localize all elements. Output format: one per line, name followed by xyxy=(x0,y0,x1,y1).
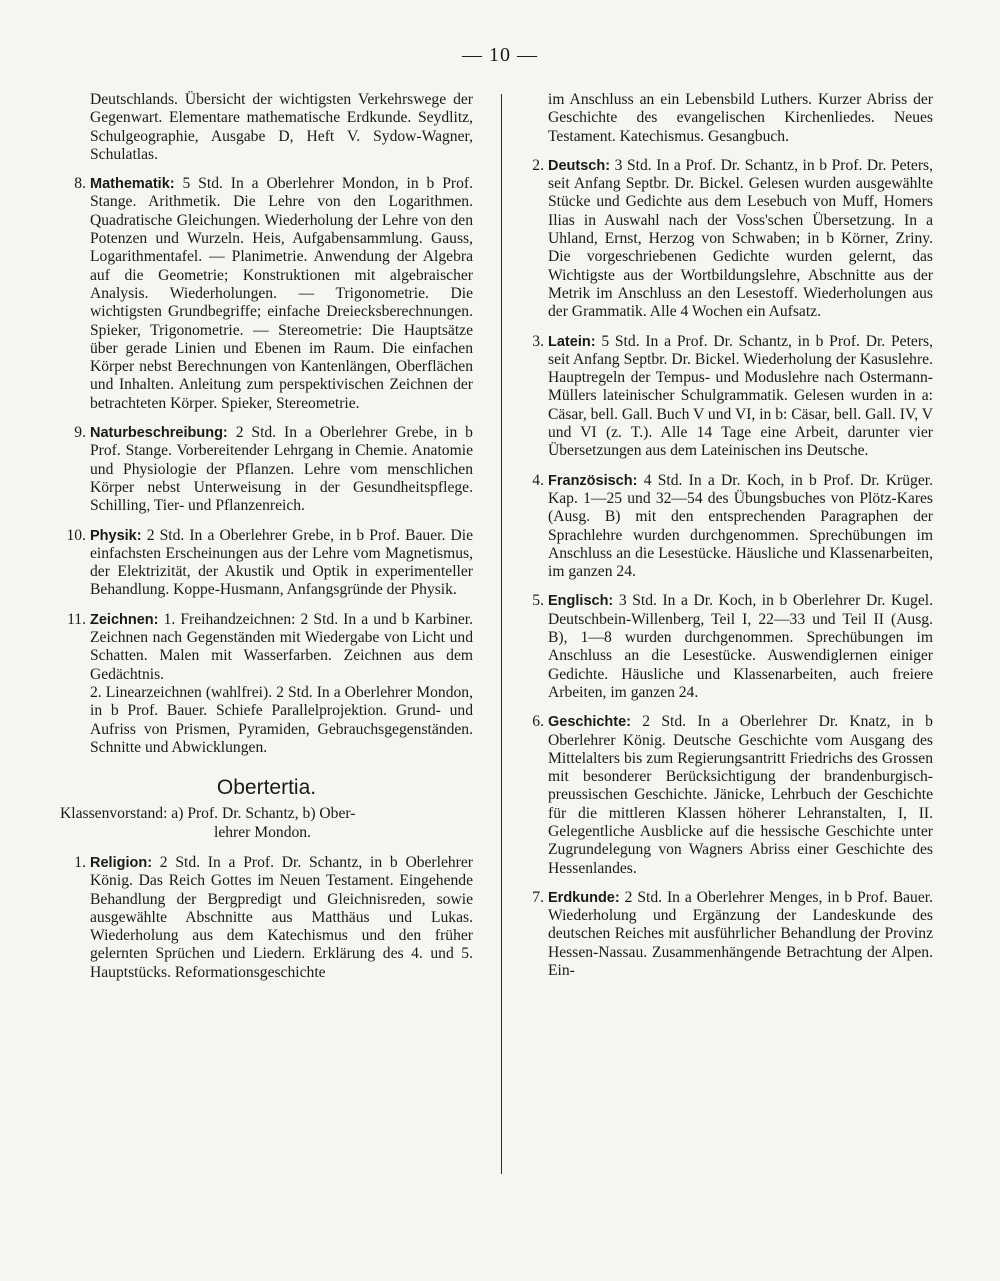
entry-physik xyxy=(60,527,473,600)
entry-number: 10. xyxy=(66,526,86,544)
entry-englisch xyxy=(518,592,933,702)
entry-subject: Latein: xyxy=(548,333,596,350)
entry-text: 3 Std. In a Prof. Dr. Schantz, in b Prof. Dr. Peters, seit Anfang Septbr. Dr. Bickel. Gelesen wurden ausgewählte Stücke und Gedichte aus dem Lesebuch von Muff, Homers Ilias in Auswahl nach der Voss'schen Übersetzung. In a Uhland, Ernst, Herzog von Schwaben; in b Körner, Zriny. Die vorgeschriebenen Gedichte wurden gelernt, das Wichtigste aus der Wortbildungslehre, Abschnitte aus der Metrik im Anschluss an den Lesestoff. Wiederholungen aus der Grammatik. Alle 4 Wochen ein Aufsatz. xyxy=(548,156,933,321)
entry-text: 2 Std. In a Oberlehrer Grebe, in b Prof. Bauer. Die einfachsten Erscheinungen aus der Lehre vom Magnetismus, der Elektrizität, der Akustik und Optik in experimenteller Behandlung. Koppe-Husmann, Anfangsgründe der Physik. xyxy=(90,526,473,599)
entry-subject: Erdkunde: xyxy=(548,889,620,906)
entry-text: 5 Std. In a Prof. Dr. Schantz, in b Prof. Dr. Peters, seit Anfang Septbr. Dr. Bickel. Wiederholung der Kasuslehre. Hauptregeln der Tempus- und Moduslehre nach Ostermann-Müllers lateinischer Schulgrammatik. Gelesen wurden in a: Cäsar, bell. Gall. Buch V und VI, in b: Cäsar, bell. Gall. IV, V und VI (z. T.). Alle 14 Tage eine Arbeit, darunter vier Übersetzungen aus dem Lateinischen ins Deutsche. xyxy=(548,332,933,460)
entry-subject: Französisch: xyxy=(548,472,638,489)
page-number: — 10 — xyxy=(462,44,538,66)
entry-subject: Zeichnen: xyxy=(90,611,159,628)
left-intro-paragraph: Deutschlands. Übersicht der wichtigsten Verkehrswege der Gegenwart. Elementare mathematische Erdkunde. Seydlitz, Schulgeographie, Ausgabe D, Heft V. Sydow-Wagner, Schulatlas. xyxy=(90,91,473,163)
class-teacher xyxy=(60,805,473,842)
entry-number: 4. xyxy=(532,471,544,489)
entry-number: 9. xyxy=(74,424,86,442)
entry-text: 2 Std. In a Oberlehrer Menges, in b Prof. Bauer. Wiederholung und Ergänzung der Landeskunde des deutschen Reiches mit ausführlicher Behandlung der Provinz Hessen-Nassau. Zusammenhängende Betrachtung der Alpen. Ein- xyxy=(548,888,933,980)
entry-subject: Geschichte: xyxy=(548,714,631,731)
entry-text: 1. Freihandzeichnen: 2 Std. In a und b Karbiner. Zeichnen nach Gegenständen mit Wiedergabe von Licht und Schatten. Malen mit Wasserfarben. Zeichnen aus dem Gedächtnis. xyxy=(90,610,473,683)
entry-number: 7. xyxy=(532,888,544,906)
entry-subject: Physik: xyxy=(90,527,142,544)
entry-number: 8. xyxy=(74,175,86,193)
entry-subject: Englisch: xyxy=(548,593,614,610)
entry-text: 2 Std. In a Oberlehrer Grebe, in b Prof. Stange. Vorbereitender Lehrgang in Chemie. Anatomie und Physiologie der Pflanzen. Lehre vom menschlichen Körper nebst Unterweisung in der Gesundheitspflege. Schilling, Tier- und Pflanzenreich. xyxy=(90,424,473,515)
entry-text: 2 Std. In a Prof. Dr. Schantz, in b Oberlehrer König. Das Reich Gottes im Neuen Testament. Eingehende Behandlung der Bergpredigt und Gleichnisreden, sowie ausgewählte Abschnitte aus Matthäus und Lukas. Wiederholung aus dem Katechismus und den früher gelernten Sprüchen und Liedern. Erklärung des 4. und 5. Hauptstücks. Reformationsgeschichte xyxy=(90,853,473,981)
entry-subject: Religion: xyxy=(90,854,153,871)
entry-subtext: 2. Linearzeichnen (wahlfrei). 2 Std. In a Oberlehrer Mondon, in b Prof. Bauer. Schiefe Parallelprojektion. Grund- und Aufriss von Prismen, Pyramiden, Gebrauchsgegenständen. Schnitte und Abwicklungen. xyxy=(90,683,473,756)
entry-deutsch xyxy=(518,157,933,322)
column-divider xyxy=(501,94,502,1174)
entry-text: 4 Std. In a Dr. Koch, in b Prof. Dr. Krüger. Kap. 1—25 und 32—54 des Übungsbuches von Plötz-Kares (Ausg. B) mit den entsprechenden Paragraphen der Sprachlehre wurden durchgenommen. Sprechübungen im Anschluss an die Lesestücke. Häusliche und Klassenarbeiten, im ganzen 24. xyxy=(548,471,933,581)
entry-text: 2 Std. In a Oberlehrer Dr. Knatz, in b Oberlehrer König. Deutsche Geschichte vom Ausgang des Mittelalters bis zum Regierungsantritt Friedrichs des Grossen mit besonderer Berücksichtigung der brandenburgisch-preussischen Geschichte. Jänicke, Lehrbuch der Geschichte für die mittleren Klassen höherer Lehranstalten, I, II. Gelegentliche Ausblicke auf die hessische Geschichte unter Zugrundelegung von Wagners Abriss einer Geschichte des Hessenlandes. xyxy=(548,713,933,877)
entry-text: 5 Std. In a Oberlehrer Mondon, in b Prof. Stange. Arithmetik. Die Lehre von den Logarithmen. Quadratische Gleichungen. Wiederholung der Lehre von den Potenzen und Wurzeln. Heis, Aufgabensammlung. Gauss, Logarithmentafel. — Planimetrie. Anwendung der Algebra auf die Geometrie; Konstruktionen mit algebraischer Analysis. Wiederholungen. — Trigonometrie. Die wichtigsten Grundbegriffe; einfache Dreiecksberechnungen. Spieker, Trigonometrie. — Stereometrie: Die Hauptsätze über gerade Linien und Ebenen im Raum. Die einfachen Körper nebst Berechnungen von Kantenlängen, Oberflächen und Inhalten. Anleitung zum perspektivischen Zeichnen der betrachteten Körper. Spieker, Stereometrie. xyxy=(90,175,473,412)
entry-number: 2. xyxy=(532,156,544,174)
entry-subject: Naturbeschreibung: xyxy=(90,425,228,442)
entry-number: 3. xyxy=(532,332,544,350)
entry-naturbeschreibung xyxy=(60,424,473,515)
entry-erdkunde xyxy=(518,889,933,980)
entry-mathematik xyxy=(60,175,473,413)
entry-subject: Deutsch: xyxy=(548,157,611,174)
entry-religion xyxy=(60,854,473,982)
right-column xyxy=(518,91,933,991)
entry-number: 11. xyxy=(67,610,86,628)
left-column xyxy=(60,91,473,993)
section-title: Obertertia. xyxy=(216,776,317,800)
entry-number: 5. xyxy=(532,592,544,610)
entry-zeichnen xyxy=(60,611,473,757)
class-teacher-line: Klassenvorstand: a) Prof. Dr. Schantz, b) Ober- xyxy=(60,805,356,823)
entry-franzoesisch xyxy=(518,472,933,582)
entry-subject: Mathematik: xyxy=(90,176,175,193)
right-intro-paragraph: im Anschluss an ein Lebensbild Luthers. Kurzer Abriss der Geschichte des evangelischen Kirchenliedes. Neues Testament. Katechismus. Gesangbuch. xyxy=(548,91,933,145)
entry-text: 3 Std. In a Dr. Koch, in b Oberlehrer Dr. Kugel. Deutschbein-Willenberg, Teil I, 22—33 und Teil II (Ausg. B), 1—8 wurden durchgenommen. Sprechübungen im Anschluss an die Lesestücke. Auswendiglernen einiger Gedichte. Häusliche und Klassenarbeiten, auch freiere Arbeiten, im ganzen 24. xyxy=(548,592,934,701)
entry-number: 6. xyxy=(532,713,544,731)
entry-geschichte xyxy=(518,713,933,878)
entry-latein xyxy=(518,333,933,461)
class-teacher-line: lehrer Mondon. xyxy=(214,823,312,841)
entry-number: 1. xyxy=(74,853,86,871)
